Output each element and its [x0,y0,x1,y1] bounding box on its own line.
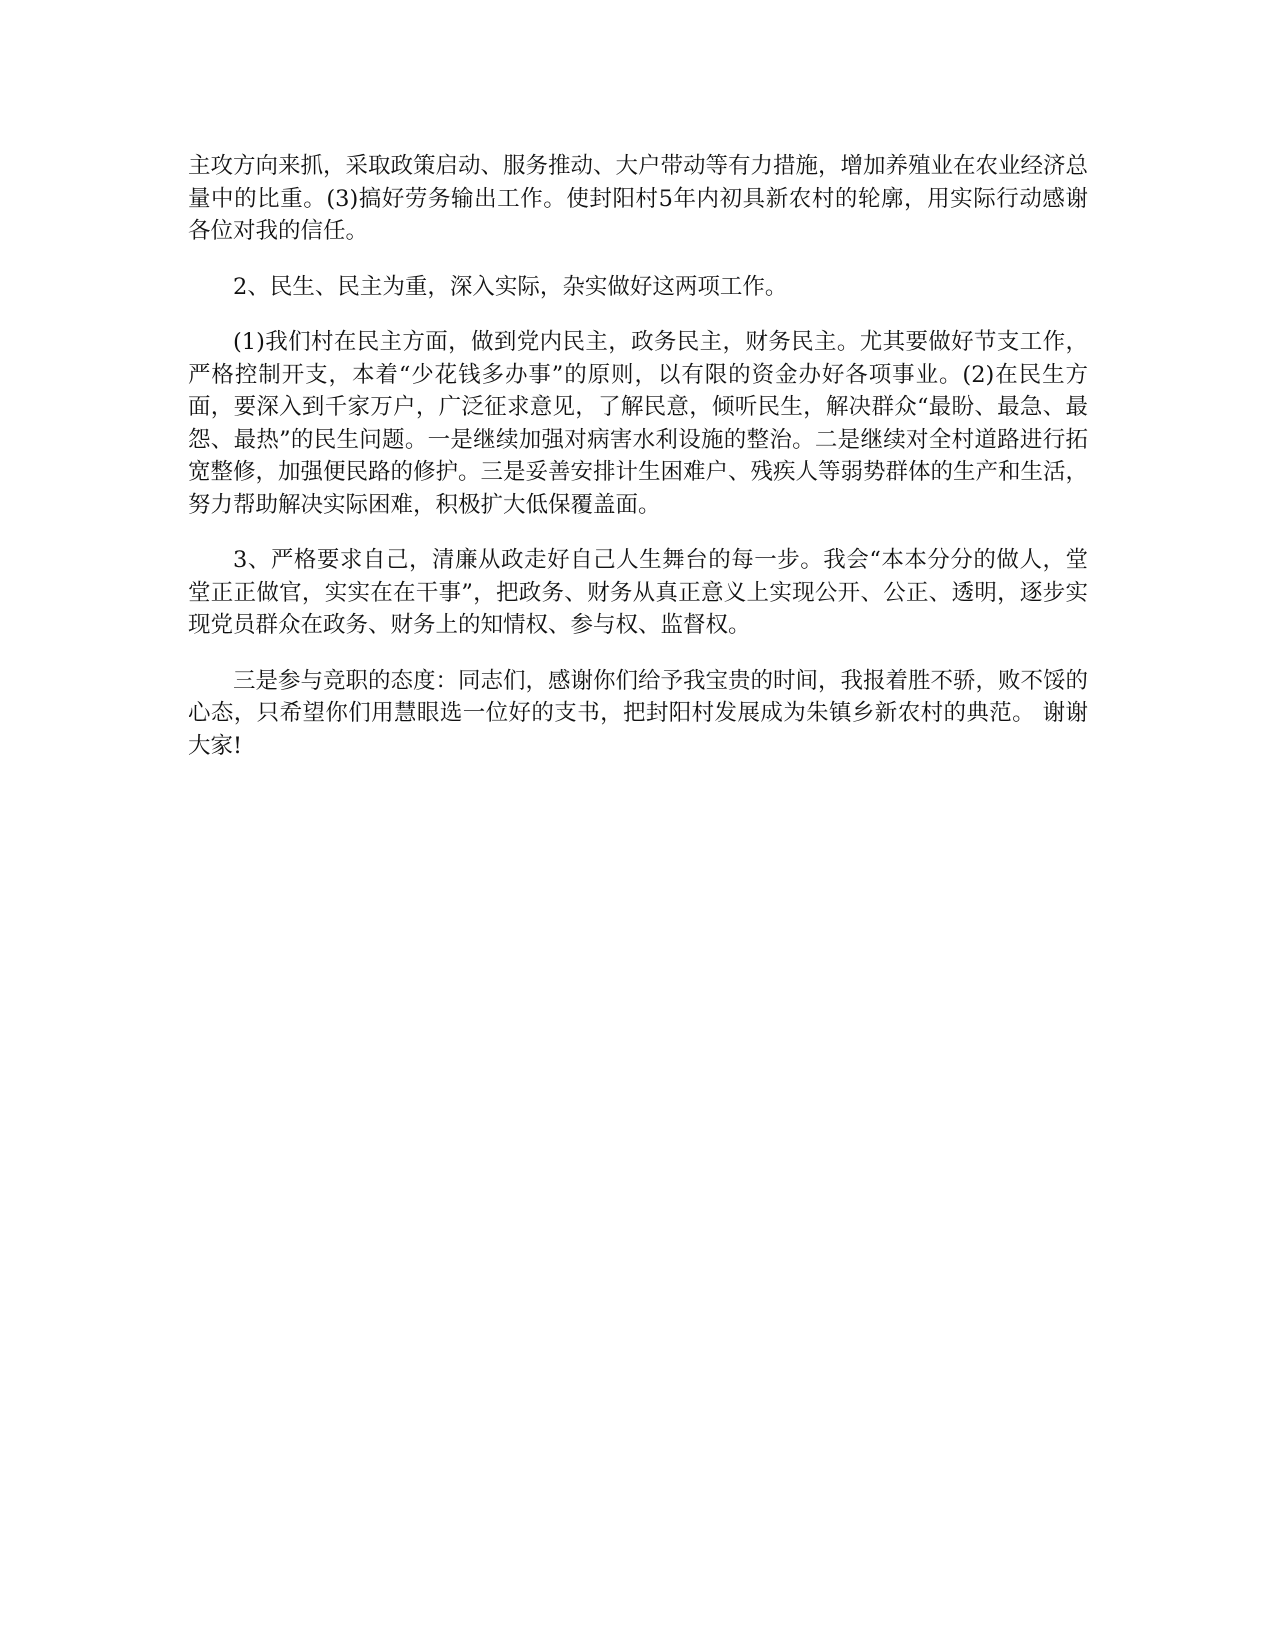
paragraph-continuation: 主攻方向来抓，采取政策启动、服务推动、大户带动等有力措施，增加养殖业在农业经济总量中的比重。(3)搞好劳务输出工作。使封阳村5年内初具新农村的轮廓，用实际行动感谢各位对我的信任。 [188,153,1089,244]
paragraph-democracy-livelihood: (1)我们村在民主方面，做到党内民主，政务民主，财务民主。尤其要做好节支工作，严格控制开支，本着“少花钱多办事”的原则，以有限的资金办好各项事业。(2)在民生方面，要深入到千家万户，广泛征求意见，了解民意，倾听民生，解决群众“最盼、最急、最怨、最热”的民生问题。一是继续加强对病害水利设施的整治。二是继续对全村道路进行拓宽整修，加强便民路的修护。三是妥善安排计生困难户、残疾人等弱势群体的生产和生活，努力帮助解决实际困难，积极扩大低保覆盖面。 [188,329,1089,518]
document-body [188,150,1088,785]
paragraph-section-3: 3、严格要求自己，清廉从政走好自己人生舞台的每一步。我会“本本分分的做人，堂堂正正做官，实实在在干事”，把政务、财务从真正意义上实现公开、公正、透明，逐步实现党员群众在政务、财务上的知情权、参与权、监督权。 [188,547,1088,638]
paragraph-section-2-heading: 2、民生、民主为重，深入实际，杂实做好这两项工作。 [233,273,788,300]
paragraph-closing: 三是参与竞职的态度：同志们，感谢你们给予我宝贵的时间，我报着胜不骄，败不馁的心态，只希望你们用慧眼选一位好的支书，把封阳村发展成为朱镇乡新农村的典范。 谢谢大家! [188,667,1089,759]
